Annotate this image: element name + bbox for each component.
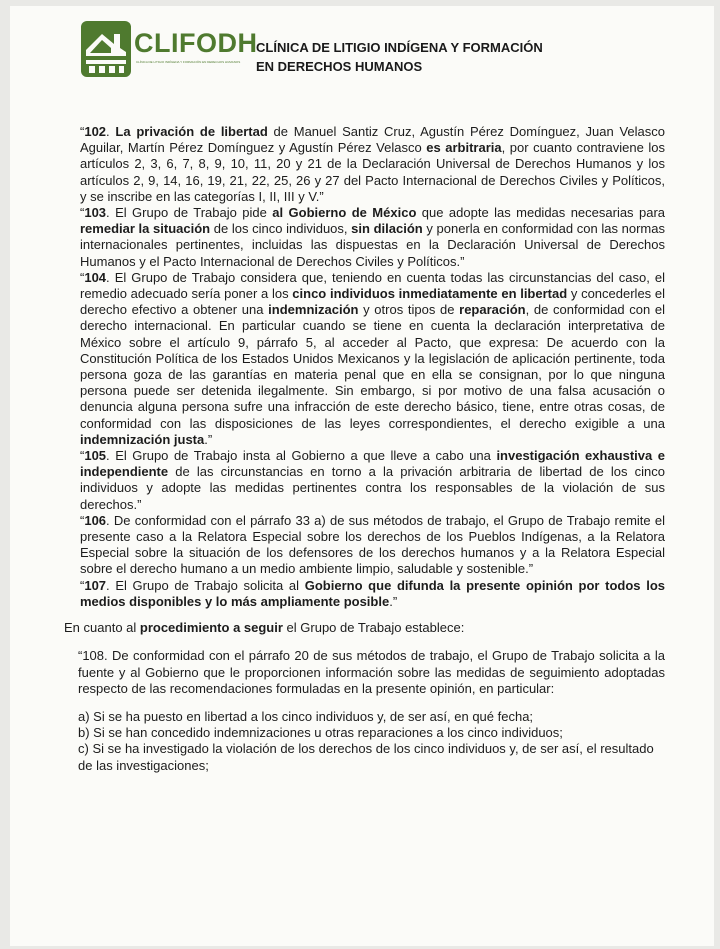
brand-name: CLIFODH: [134, 28, 258, 58]
letterhead-title-line2: EN DERECHOS HUMANOS: [256, 59, 423, 74]
paragraph-104: “104. El Grupo de Trabajo considera que, teniendo en cuenta todas las circunstancias del caso, el remedio adecuado sería poner a los cinco individuos inmediatamente en libertad y concederles el derecho efectivo a obtener una indemnización y otros tipos de reparación, de conformidad con el derecho internacional. En particular cuando se tiene en cuenta la declaración interpretativa de México sobre el artículo 9, párrafo 5, al acceder al Pacto, que expresa: De acuerdo con la Constitución Política de los Estados Unidos Mexicanos y la legislación de aplicación pertinente, toda persona goza de las garantías en materia penal que en ella se consignan, por lo que ninguna persona puede ser detenida ilegalmente. Sin embargo, si por motivo de una falsa acusación o denuncia alguna persona sufre una infracción de este derecho básico, tiene, entre otras cosas, de conformidad con las disposiciones de las leyes correspondientes, el derecho exigible a una indemnización justa.”: [80, 269, 665, 447]
paragraph-102: “102. La privación de libertad de Manuel Santiz Cruz, Agustín Pérez Domínguez, Juan Velasco Aguilar, Martín Pérez Domínguez y Agustín Pérez Velasco es arbitraria, por cuanto contraviene los artículos 2, 3, 6, 7, 8, 9, 10, 11, 20 y 21 de la Declaración Universal de Derechos Humanos y los artículos 2, 9, 14, 16, 19, 21, 22, 25, 26 y 27 del Pacto Internacional de Derechos Civiles y Políticos, y se inscribe en las categorías I, II, III y V.”: [80, 124, 665, 204]
letterhead-title-line1: CLÍNICA DE LITIGIO INDÍGENA Y FORMACIÓN: [256, 40, 543, 55]
letterhead-title: [256, 38, 543, 76]
list-item: c) Si se ha investigado la violación de los derechos de los cinco individuos y, de ser así, el resultado de las investigaciones;: [78, 741, 654, 773]
paragraph-105: “105. El Grupo de Trabajo insta al Gobierno a que lleve a cabo una investigación exhaustiva e independiente de las circunstancias en torno a la privación arbitraria de libertad de los cinco individuos y adopte las medidas pertinentes contra los responsables de la violación de sus derechos.”: [80, 448, 666, 512]
letterhead: [80, 20, 600, 82]
paragraph-procedure-intro: En cuanto al procedimiento a seguir el Grupo de Trabajo establece:: [64, 620, 465, 636]
paragraph-103: “103. El Grupo de Trabajo pide al Gobierno de México que adopte las medidas necesarias para remediar la situación de los cinco individuos, sin dilación y ponerla en conformidad con las normas internacionales pertinentes, incluidas las dispuestas en la Declaración Universal de Derechos Humanos y el Pacto Internacional de Derechos Civiles y Políticos.”: [80, 205, 665, 269]
paragraph-108: “108. De conformidad con el párrafo 20 de sus métodos de trabajo, el Grupo de Trabajo solicita a la fuente y al Gobierno que le proporcionen información sobre las medidas de seguimiento adoptadas respecto de las recomendaciones formuladas en la presente opinión, en particular:: [78, 648, 665, 696]
document-body: [64, 124, 666, 774]
list-item: a) Si se ha puesto en libertad a los cinco individuos y, de ser así, en qué fecha;: [78, 708, 534, 724]
paragraph-106: “106. De conformidad con el párrafo 33 a) de sus métodos de trabajo, el Grupo de Trabajo remite el presente caso a la Relatora Especial sobre los derechos de los Pueblos Indígenas, a la Relatora Especial sobre la situación de los defensores de los derechos humanos y a la Relatora Especial sobre el derecho humano a un medio ambiente limpio, saludable y sostenible.”: [80, 512, 665, 577]
brand-subtitle: CLÍNICA DE LITIGIO INDÍGENA Y FORMACIÓN EN DERECHOS HUMANOS: [136, 60, 241, 64]
list-item: b) Si se han concedido indemnizaciones u otras reparaciones a los cinco individuos;: [78, 725, 563, 741]
document-page: [10, 6, 714, 946]
clifodh-logo-icon: [80, 20, 132, 78]
paragraph-107: “107. El Grupo de Trabajo solicita al Gobierno que difunda la presente opinión por todos los medios disponibles y lo más ampliamente posible.”: [80, 577, 665, 609]
follow-up-list: [78, 709, 665, 774]
